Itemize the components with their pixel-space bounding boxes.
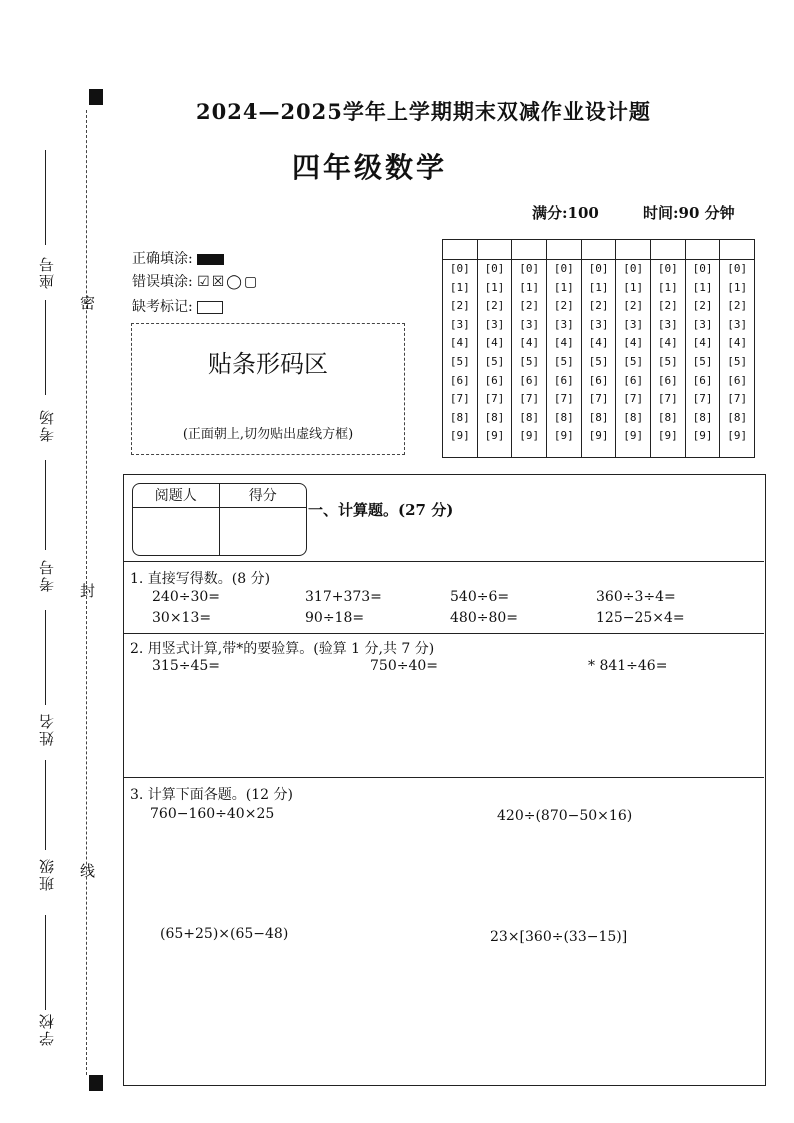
omr-bubble[interactable]: [1]	[519, 280, 540, 294]
q1-item-3[interactable]: 540÷6=	[450, 589, 510, 605]
omr-bubble[interactable]: [9]	[727, 429, 748, 443]
omr-bubble[interactable]: [3]	[727, 317, 748, 331]
omr-bubble[interactable]: [0]	[449, 262, 470, 275]
omr-bubble[interactable]: [3]	[519, 317, 540, 331]
score-header: 得分	[220, 484, 307, 508]
section1-title: 一、计算题。(27 分)	[308, 501, 454, 519]
omr-bubble[interactable]: [3]	[484, 317, 505, 331]
omr-bubble[interactable]: [7]	[588, 392, 609, 406]
omr-bubble[interactable]: [2]	[449, 299, 470, 313]
omr-bubble[interactable]: [6]	[553, 373, 574, 387]
q1-label: 1. 直接写得数。(8 分)	[130, 571, 271, 587]
omr-bubble[interactable]: [2]	[588, 299, 609, 313]
omr-bubble[interactable]: [7]	[692, 392, 713, 406]
exam-no-line[interactable]	[45, 460, 46, 550]
omr-bubble[interactable]: [5]	[519, 354, 540, 368]
seal-char-xian: 线	[80, 862, 96, 880]
omr-write-in-cell[interactable]	[720, 240, 754, 260]
seal-char-feng: 封	[80, 582, 96, 600]
name-label: 姓名	[38, 712, 56, 746]
school-line[interactable]	[45, 915, 46, 1010]
omr-bubble[interactable]: [5]	[484, 354, 505, 368]
omr-bubble[interactable]: [1]	[484, 280, 505, 294]
omr-column	[650, 240, 685, 457]
q2-top-rule	[123, 633, 764, 634]
omr-bubble[interactable]: [4]	[657, 336, 678, 350]
omr-column	[719, 240, 754, 457]
omr-bubble[interactable]: [0]	[657, 262, 678, 275]
q1-item-7[interactable]: 480÷80=	[450, 610, 518, 626]
q3-item-1[interactable]: 760−160÷40×25	[150, 806, 275, 822]
omr-bubble[interactable]: [9]	[692, 429, 713, 443]
omr-bubble[interactable]: [9]	[449, 429, 470, 443]
omr-bubble[interactable]: [2]	[692, 299, 713, 313]
omr-column	[581, 240, 616, 457]
omr-column	[443, 240, 477, 457]
omr-bubble[interactable]: [3]	[449, 317, 470, 331]
omr-bubble[interactable]: [6]	[727, 373, 748, 387]
omr-bubble[interactable]: [5]	[657, 354, 678, 368]
full-score: 满分:100	[532, 204, 599, 222]
reviewer-cell[interactable]	[133, 508, 220, 555]
reviewer-header: 阅题人	[133, 484, 220, 508]
omr-write-in-cell[interactable]	[512, 240, 546, 260]
omr-bubble[interactable]: [1]	[692, 280, 713, 294]
omr-bubble[interactable]: [7]	[519, 392, 540, 406]
omr-bubble[interactable]: [3]	[623, 317, 644, 331]
correct-fill-legend	[132, 248, 224, 268]
omr-bubble[interactable]: [4]	[623, 336, 644, 350]
wrong-fill-samples: ☑☒◯▢	[197, 274, 260, 290]
q1-top-rule	[123, 561, 764, 562]
omr-bubble[interactable]: [1]	[588, 280, 609, 294]
q1-item-1[interactable]: 240÷30=	[152, 589, 220, 605]
wrong-fill-label: 错误填涂:	[132, 274, 193, 290]
omr-bubble[interactable]: [4]	[727, 336, 748, 350]
registration-mark-bottom	[89, 1075, 103, 1091]
omr-bubble[interactable]: [9]	[519, 429, 540, 443]
q3-label: 3. 计算下面各题。(12 分)	[130, 787, 293, 803]
omr-bubble[interactable]: [2]	[727, 299, 748, 313]
q3-item-4[interactable]: 23×[360÷(33−15)]	[490, 929, 628, 945]
omr-bubble[interactable]: [6]	[484, 373, 505, 387]
omr-bubble[interactable]: [4]	[588, 336, 609, 350]
omr-bubble[interactable]: [4]	[449, 336, 470, 350]
omr-bubble[interactable]: [8]	[692, 410, 713, 424]
omr-bubble[interactable]: [6]	[588, 373, 609, 387]
omr-bubble[interactable]: [3]	[657, 317, 678, 331]
omr-bubble[interactable]: [2]	[623, 299, 644, 313]
omr-bubble[interactable]: [9]	[553, 429, 574, 443]
absent-mark-legend	[132, 296, 223, 316]
omr-bubble[interactable]: [6]	[623, 373, 644, 387]
omr-bubble[interactable]: [1]	[449, 280, 470, 294]
omr-write-in-cell[interactable]	[547, 240, 581, 260]
omr-bubble[interactable]: [8]	[657, 410, 678, 424]
subject-title: 四年级数学	[292, 151, 448, 184]
omr-bubble[interactable]: [8]	[449, 410, 470, 424]
omr-bubble[interactable]: [5]	[727, 354, 748, 368]
omr-bubble[interactable]: [1]	[553, 280, 574, 294]
omr-bubble[interactable]: [7]	[727, 392, 748, 406]
omr-column	[615, 240, 650, 457]
exam-room-label: 考场	[38, 408, 56, 442]
omr-bubble[interactable]: [7]	[484, 392, 505, 406]
q3-top-rule	[123, 777, 764, 778]
omr-write-in-cell[interactable]	[616, 240, 650, 260]
omr-bubble[interactable]: [7]	[623, 392, 644, 406]
omr-bubble[interactable]: [4]	[519, 336, 540, 350]
omr-bubble[interactable]: [5]	[623, 354, 644, 368]
omr-column	[685, 240, 720, 457]
q1-item-4[interactable]: 360÷3÷4=	[596, 589, 676, 605]
omr-bubble[interactable]: [4]	[692, 336, 713, 350]
omr-bubble[interactable]: [8]	[519, 410, 540, 424]
correct-fill-label: 正确填涂:	[132, 251, 193, 267]
q2-item-3[interactable]: * 841÷46=	[588, 658, 668, 674]
q3-item-2[interactable]: 420÷(870−50×16)	[497, 808, 633, 824]
omr-bubble[interactable]: [8]	[553, 410, 574, 424]
omr-bubble[interactable]: [3]	[588, 317, 609, 331]
class-label: 班级	[38, 857, 56, 891]
omr-write-in-cell[interactable]	[651, 240, 685, 260]
omr-bubble[interactable]: [1]	[623, 280, 644, 294]
omr-bubble[interactable]: [7]	[553, 392, 574, 406]
omr-bubble[interactable]: [7]	[449, 392, 470, 406]
exam-time: 时间:90 分钟	[643, 204, 735, 222]
omr-bubble[interactable]: [7]	[657, 392, 678, 406]
omr-bubble[interactable]: [9]	[657, 429, 678, 443]
score-cell[interactable]	[220, 508, 307, 555]
q3-item-3[interactable]: (65+25)×(65−48)	[160, 926, 289, 942]
q1-item-6[interactable]: 90÷18=	[305, 610, 365, 626]
absent-mark-box[interactable]	[197, 301, 223, 314]
score-box	[132, 483, 307, 556]
exam-room-line[interactable]	[45, 300, 46, 395]
omr-bubble[interactable]: [3]	[692, 317, 713, 331]
school-label: 学校	[38, 1012, 56, 1046]
q1-item-5[interactable]: 30×13=	[152, 610, 212, 626]
omr-bubble[interactable]: [0]	[588, 262, 609, 275]
omr-write-in-cell[interactable]	[443, 240, 477, 260]
omr-bubble[interactable]: [2]	[519, 299, 540, 313]
omr-bubble[interactable]: [8]	[484, 410, 505, 424]
q1-item-8[interactable]: 125−25×4=	[596, 610, 685, 626]
exam-number-omr-grid	[442, 239, 755, 458]
omr-column	[511, 240, 546, 457]
omr-bubble[interactable]: [5]	[692, 354, 713, 368]
answer-frame	[123, 474, 766, 1086]
absent-mark-label: 缺考标记:	[132, 299, 193, 315]
omr-column	[546, 240, 581, 457]
q2-label: 2. 用竖式计算,带*的要验算。(验算 1 分,共 7 分)	[130, 641, 435, 657]
omr-bubble[interactable]: [4]	[553, 336, 574, 350]
omr-bubble[interactable]: [9]	[484, 429, 505, 443]
omr-write-in-cell[interactable]	[582, 240, 616, 260]
omr-bubble[interactable]: [8]	[588, 410, 609, 424]
correct-fill-sample	[197, 254, 224, 265]
seal-char-mi: 密	[80, 294, 96, 312]
omr-bubble[interactable]: [1]	[657, 280, 678, 294]
omr-bubble[interactable]: [8]	[623, 410, 644, 424]
omr-column	[477, 240, 512, 457]
omr-bubble[interactable]: [6]	[519, 373, 540, 387]
seat-no-line[interactable]	[45, 150, 46, 245]
omr-bubble[interactable]: [3]	[553, 317, 574, 331]
omr-bubble[interactable]: [5]	[553, 354, 574, 368]
omr-bubble[interactable]: [0]	[484, 262, 505, 275]
omr-bubble[interactable]: [9]	[623, 429, 644, 443]
exam-no-label: 考号	[38, 558, 56, 592]
omr-bubble[interactable]: [6]	[657, 373, 678, 387]
barcode-title: 贴条形码区	[208, 350, 328, 378]
omr-write-in-cell[interactable]	[686, 240, 720, 260]
omr-bubble[interactable]: [9]	[588, 429, 609, 443]
omr-bubble[interactable]: [0]	[727, 262, 748, 275]
omr-bubble[interactable]: [5]	[449, 354, 470, 368]
omr-bubble[interactable]: [4]	[484, 336, 505, 350]
omr-bubble[interactable]: [0]	[553, 262, 574, 275]
seat-no-label: 座号	[38, 255, 56, 289]
class-line[interactable]	[45, 760, 46, 850]
omr-bubble[interactable]: [6]	[449, 373, 470, 387]
omr-bubble[interactable]: [6]	[692, 373, 713, 387]
omr-bubble[interactable]: [1]	[727, 280, 748, 294]
name-line[interactable]	[45, 610, 46, 705]
barcode-area	[131, 323, 405, 455]
omr-bubble[interactable]: [0]	[623, 262, 644, 275]
registration-mark-top	[89, 89, 103, 105]
q2-item-1[interactable]: 315÷45=	[152, 658, 220, 674]
omr-bubble[interactable]: [0]	[692, 262, 713, 275]
omr-bubble[interactable]: [2]	[553, 299, 574, 313]
q1-item-2[interactable]: 317+373=	[305, 589, 382, 605]
omr-bubble[interactable]: [5]	[588, 354, 609, 368]
omr-bubble[interactable]: [2]	[657, 299, 678, 313]
omr-bubble[interactable]: [0]	[519, 262, 540, 275]
omr-bubble[interactable]: [8]	[727, 410, 748, 424]
omr-write-in-cell[interactable]	[478, 240, 512, 260]
q2-item-2[interactable]: 750÷40=	[370, 658, 438, 674]
barcode-note: (正面朝上,切勿贴出虚线方框)	[182, 427, 354, 442]
wrong-fill-legend	[132, 271, 259, 291]
omr-bubble[interactable]: [2]	[484, 299, 505, 313]
exam-title: 2024—2025学年上学期期末双减作业设计题	[196, 99, 651, 124]
